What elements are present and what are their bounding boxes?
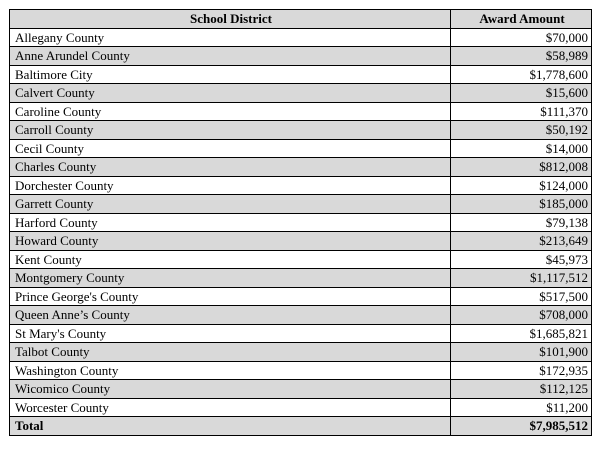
award-amount: $101,900 xyxy=(451,343,592,362)
table-row xyxy=(10,380,592,399)
award-amount: $50,192 xyxy=(451,121,592,140)
district-name: Kent County xyxy=(10,250,451,269)
table-row xyxy=(10,343,592,362)
award-amount: $172,935 xyxy=(451,361,592,380)
table-row xyxy=(10,287,592,306)
award-amount: $15,600 xyxy=(451,84,592,103)
award-amount: $70,000 xyxy=(451,28,592,47)
award-amount: $1,685,821 xyxy=(451,324,592,343)
table-row xyxy=(10,102,592,121)
district-name: Carroll County xyxy=(10,121,451,140)
award-table xyxy=(9,9,592,436)
table-row xyxy=(10,306,592,325)
table-row xyxy=(10,28,592,47)
district-name: Washington County xyxy=(10,361,451,380)
total-row xyxy=(10,417,592,436)
award-amount: $1,117,512 xyxy=(451,269,592,288)
district-name: Caroline County xyxy=(10,102,451,121)
table-row xyxy=(10,121,592,140)
district-name: Talbot County xyxy=(10,343,451,362)
table-row xyxy=(10,232,592,251)
award-amount: $708,000 xyxy=(451,306,592,325)
award-amount: $1,778,600 xyxy=(451,65,592,84)
award-amount: $79,138 xyxy=(451,213,592,232)
table-row xyxy=(10,47,592,66)
table-row xyxy=(10,361,592,380)
table-row xyxy=(10,176,592,195)
district-name: Prince George's County xyxy=(10,287,451,306)
award-amount: $213,649 xyxy=(451,232,592,251)
table-row xyxy=(10,398,592,417)
district-name: Worcester County xyxy=(10,398,451,417)
total-label: Total xyxy=(10,417,451,436)
district-name: Anne Arundel County xyxy=(10,47,451,66)
district-name: Howard County xyxy=(10,232,451,251)
total-amount: $7,985,512 xyxy=(451,417,592,436)
header-row xyxy=(10,10,592,29)
column-header-award-amount: Award Amount xyxy=(451,10,592,29)
table-footer xyxy=(10,417,592,436)
district-name: Queen Anne’s County xyxy=(10,306,451,325)
award-amount: $517,500 xyxy=(451,287,592,306)
table-row xyxy=(10,84,592,103)
table-row xyxy=(10,195,592,214)
column-header-school-district: School District xyxy=(10,10,451,29)
award-amount: $14,000 xyxy=(451,139,592,158)
award-amount: $45,973 xyxy=(451,250,592,269)
table-row xyxy=(10,139,592,158)
district-name: Harford County xyxy=(10,213,451,232)
table-row xyxy=(10,324,592,343)
district-name: Baltimore City xyxy=(10,65,451,84)
award-amount: $11,200 xyxy=(451,398,592,417)
award-amount: $124,000 xyxy=(451,176,592,195)
district-name: Dorchester County xyxy=(10,176,451,195)
district-name: Charles County xyxy=(10,158,451,177)
table-header xyxy=(10,10,592,29)
award-amount: $58,989 xyxy=(451,47,592,66)
award-amount: $812,008 xyxy=(451,158,592,177)
table-row xyxy=(10,158,592,177)
district-name: Allegany County xyxy=(10,28,451,47)
table-body xyxy=(10,28,592,417)
district-name: Calvert County xyxy=(10,84,451,103)
district-name: Cecil County xyxy=(10,139,451,158)
district-name: Montgomery County xyxy=(10,269,451,288)
award-amount: $111,370 xyxy=(451,102,592,121)
table-row xyxy=(10,213,592,232)
table-row xyxy=(10,65,592,84)
district-name: St Mary's County xyxy=(10,324,451,343)
district-name: Wicomico County xyxy=(10,380,451,399)
award-amount: $185,000 xyxy=(451,195,592,214)
award-amount: $112,125 xyxy=(451,380,592,399)
table-row xyxy=(10,250,592,269)
table-row xyxy=(10,269,592,288)
district-name: Garrett County xyxy=(10,195,451,214)
